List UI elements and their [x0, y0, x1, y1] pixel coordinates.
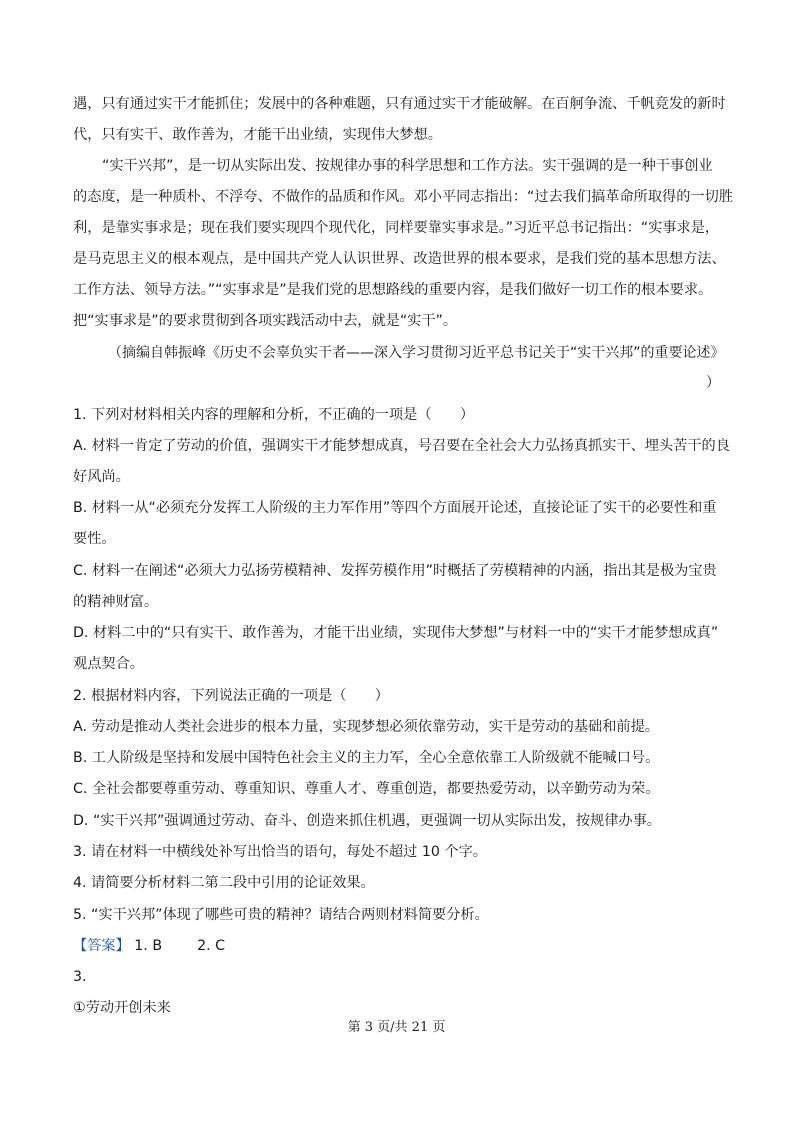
answer-2: 2. C: [197, 938, 226, 954]
question-4: 4. 请简要分析材料二第二段中引用的论证效果。: [73, 875, 375, 891]
question-2-stem: 2. 根据材料内容，下列说法正确的一项是（ ）: [73, 688, 389, 704]
question-1-option-c: C. 材料一在阐述“必须大力弘扬劳模精神、发挥劳模作用”时概括了劳模精神的内涵，指出其是极为宝贵: [73, 563, 717, 579]
question-1-option-a-cont: 好风尚。: [73, 469, 130, 485]
question-3: 3. 请在材料一中横线处补写出恰当的语句，每处不超过 10 个字。: [73, 844, 487, 860]
text-line: 代，只有实干、敢作善为，才能干出业绩，实现伟大梦想。: [73, 127, 442, 143]
text-line: 工作方法、领导方法。”“实事求是”是我们党的思想路线的重要内容，是我们做好一切工作的根本要求。: [73, 282, 713, 298]
question-1-option-c-cont: 的精神财富。: [73, 594, 159, 610]
question-2-option-c: C. 全社会都要尊重劳动、尊重知识、尊重人才、尊重创造，都要热爱劳动，以辛勤劳动为荣。: [73, 781, 660, 797]
answer-tag: 【答案】: [73, 938, 130, 954]
question-2-option-a: A. 劳动是推动人类社会进步的根本力量，实现梦想必须依靠劳动，实干是劳动的基础和前提。: [73, 719, 659, 735]
text-line: 利，是靠实事求是；现在我们要实现四个现代化，同样要靠实事求是。”习近平总书记指出：“实事求是，: [73, 220, 720, 236]
text-line: 是马克思主义的根本观点，是中国共产党人认识世界、改造世界的根本要求，是我们党的基本思想方法、: [73, 251, 726, 267]
question-1-option-b: B. 材料一从“必须充分发挥工人阶级的主力军作用”等四个方面展开论述，直接论证了实干的必要性和重: [73, 500, 717, 516]
answer-3-item: ①劳动开创未来: [73, 1000, 171, 1016]
source-citation: （摘编自韩振峰《历史不会辜负实干者——深入学习贯彻习近平总书记关于“实干兴邦”的重要论述》: [108, 345, 725, 361]
answer-1: 1. B: [134, 938, 163, 954]
question-1-option-d: D. 材料二中的“只有实干、敢作善为，才能干出业绩，实现伟大梦想”与材料一中的“实干才能梦想成真”: [73, 625, 719, 641]
question-2-option-b: B. 工人阶级是坚持和发展中国特色社会主义的主力军，全心全意依靠工人阶级就不能喊口号。: [73, 750, 660, 766]
text-line: 把“实事求是”的要求贯彻到各项实践活动中去，就是“实干”。: [73, 313, 458, 329]
answer-3-label: 3.: [73, 969, 87, 985]
page-number-footer: 第 3 页/共 21 页: [347, 1020, 446, 1035]
text-line: 遇，只有通过实干才能抓住；发展中的各种难题，只有通过实干才能破解。在百舸争流、千帆竞发的新时: [73, 96, 726, 112]
source-citation-close: ）: [706, 375, 720, 391]
question-1-option-a: A. 材料一肯定了劳动的价值，强调实干才能梦想成真，号召要在全社会大力弘扬真抓实干、埋头苦干的良: [73, 438, 730, 454]
question-2-option-d: D. “实干兴邦”强调通过劳动、奋斗、创造来抓住机遇，更强调一切从实际出发，按规律办事。: [73, 813, 661, 829]
text-line: “实干兴邦”，是一切从实际出发、按规律办事的科学思想和工作方法。实干强调的是一种干事创业: [102, 158, 713, 174]
question-5: 5. “实干兴邦”体现了哪些可贵的精神？请结合两则材料简要分析。: [73, 907, 489, 923]
answer-line: [73, 936, 729, 956]
question-1-option-d-cont: 观点契合。: [73, 656, 144, 672]
question-1-stem: 1. 下列对材料相关内容的理解和分析，不正确的一项是（ ）: [73, 407, 475, 423]
question-1-option-b-cont: 要性。: [73, 531, 116, 547]
text-line: 的态度，是一种质朴、不浮夸、不做作的品质和作风。邓小平同志指出：“过去我们搞革命所取得的一切胜: [73, 189, 733, 205]
